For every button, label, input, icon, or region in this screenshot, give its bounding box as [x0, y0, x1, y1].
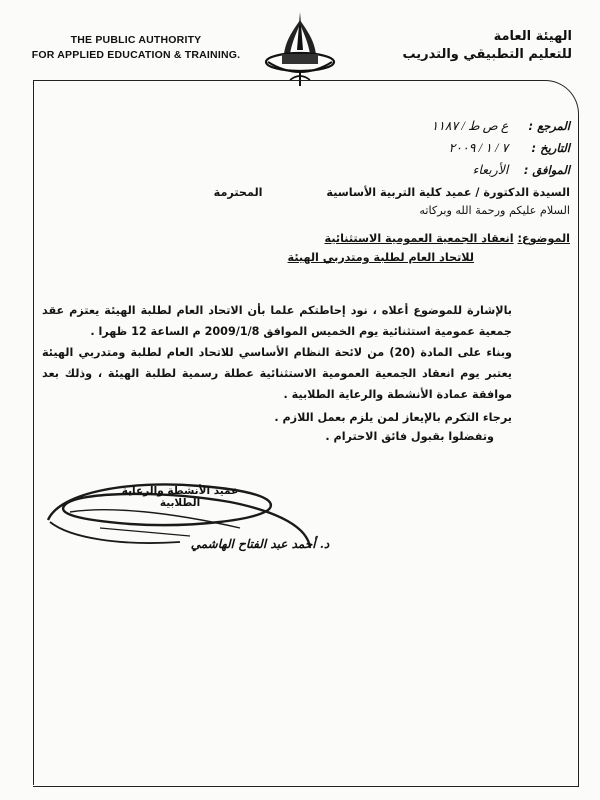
arabic-header-line1: الهيئة العامة: [493, 29, 572, 44]
arabic-header: [392, 28, 572, 64]
reference-row: [431, 115, 570, 137]
subject-line1: انعقاد الجمعية العمومية الاستثنائية: [324, 232, 514, 245]
closing-block: [0, 408, 512, 446]
arabic-header-line2: للتعليم التطبيقي والتدريب: [402, 47, 572, 62]
addressee-line: [30, 186, 570, 199]
paragraph-1: بالإشارة للموضوع أعلاه ، نود إحاطتكم علما بأن الاتحاد العام لطلبة الهيئة يعتزم عقد جمعية عمومية استثنائية يوم الخميس الموافق 2009/1/8 م الساعة 12 ظهرا .: [42, 304, 512, 338]
equivalent-label: الموافق :: [523, 163, 570, 177]
date-label: التاريخ :: [531, 141, 570, 155]
authority-logo-icon: [262, 10, 338, 88]
english-header: [16, 33, 256, 63]
equivalent-value: الأربعاء: [472, 163, 509, 177]
request-line: يرجاء التكرم بالإيعاز لمن يلزم بعمل اللازم .: [274, 411, 512, 424]
english-header-line1: THE PUBLIC AUTHORITY: [70, 34, 202, 46]
subject-line2: للاتحاد العام لطلبة ومتدربي الهيئة: [287, 251, 474, 264]
handwritten-signature-icon: [40, 462, 320, 572]
signatory-title: عميد الأنشطة والرعاية الطلابية: [121, 485, 239, 509]
letter-body: [42, 300, 512, 405]
subject-block: [30, 232, 570, 264]
subject-label: الموضوع:: [517, 232, 570, 245]
signatory-name: د. أحمد عبد الفتاح الهاشمي: [190, 537, 330, 551]
date-row: [431, 137, 570, 159]
respect-title: المحترمة: [213, 186, 263, 199]
english-header-line2: FOR APPLIED EDUCATION & TRAINING.: [31, 49, 241, 61]
date-value: ٧ / ١ / ٢٠٠٩: [448, 141, 509, 155]
greeting: السلام عليكم ورحمة الله وبركاته: [419, 204, 570, 217]
paragraph-2: وبناء على المادة (20) من لائحة النظام الأساسي للاتحاد العام لطلبة ومتدربي الهيئة يعتبر يوم انعقاد الجمعية العمومية الاستثنائية عطلة رسمية لطلبة الهيئة ، وذلك بعد موافقة عمادة الأنشطة والرعاية الطلابية .: [42, 346, 512, 401]
reference-label: المرجع :: [528, 119, 570, 133]
reference-value: ع ص ط / ١١٨٧: [431, 119, 509, 133]
addressee: السيدة الدكتورة / عميد كلية التربية الأساسية: [326, 186, 570, 199]
equivalent-row: [431, 159, 570, 181]
reference-block: [431, 115, 570, 181]
closing-line: وتفضلوا بقبول فائق الاحترام .: [325, 430, 494, 443]
